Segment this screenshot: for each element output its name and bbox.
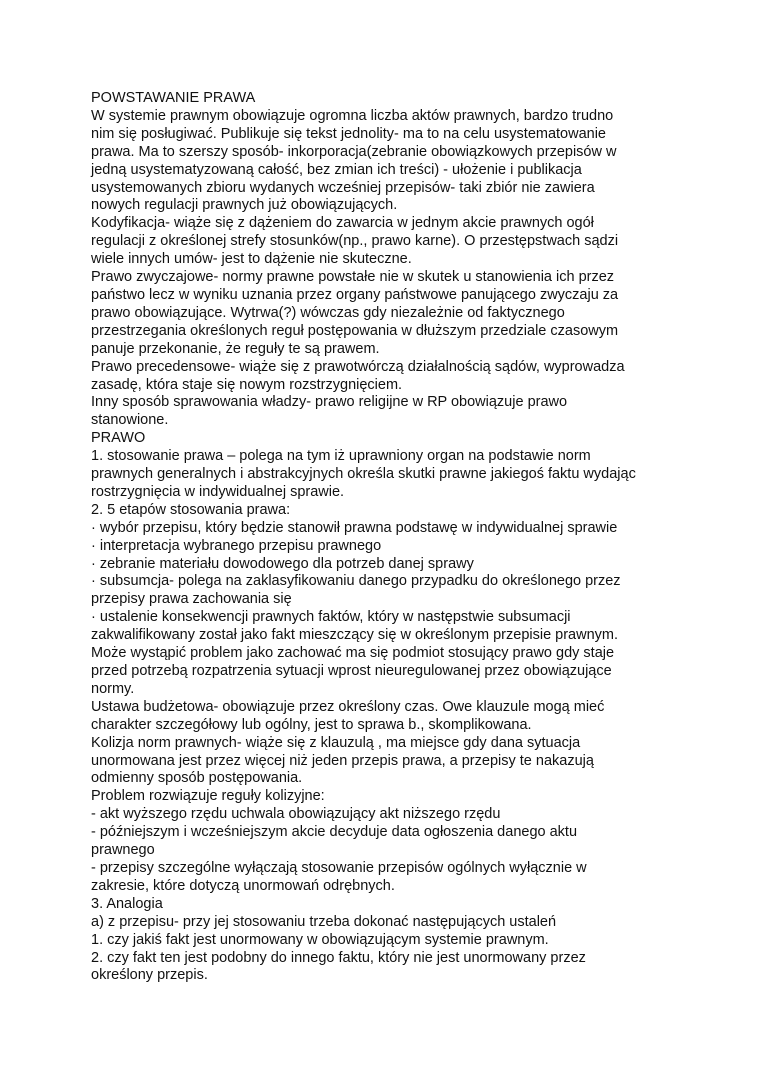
text-line: charakter szczegółowy lub ogólny, jest to sprawa b., skomplikowana.	[91, 716, 532, 733]
text-line: odmienny sposób postępowania.	[91, 770, 303, 787]
text-line: Ustawa budżetowa- obowiązuje przez określony czas. Owe klauzule mogą mieć	[91, 698, 605, 715]
text-line: Kolizja norm prawnych- wiąże się z klauzulą , ma miejsce gdy dana sytuacja	[91, 734, 581, 751]
text-line: 1. czy jakiś fakt jest unormowany w obowiązującym systemie prawnym.	[91, 931, 549, 948]
text-line: Kodyfikacja- wiąże się z dążeniem do zawarcia w jednym akcie prawnych ogół	[91, 215, 594, 232]
text-line: zasadę, która staje się nowym rozstrzygnięciem.	[91, 376, 403, 393]
text-line: 2. czy fakt ten jest podobny do innego faktu, który nie jest unormowany przez	[91, 949, 586, 966]
text-line: stanowione.	[91, 412, 169, 429]
text-line: Inny sposób sprawowania władzy- prawo religijne w RP obowiązuje prawo	[91, 394, 568, 411]
text-line: - późniejszym i wcześniejszym akcie decyduje data ogłoszenia danego aktu	[91, 824, 578, 841]
text-line: normy.	[91, 680, 135, 697]
text-line: 2. 5 etapów stosowania prawa:	[91, 501, 291, 518]
text-line: nowych regulacji prawnych już obowiązujących.	[91, 197, 398, 214]
text-line: przed potrzebą rozpatrzenia sytuacji wprost nieuregulowanej przez obowiązujące	[91, 663, 612, 679]
text-line: Może wystąpić problem jako zachować ma się podmiot stosujący prawo gdy staje	[91, 645, 615, 662]
text-line: jedną usystematyzowaną całość, bez zmian ich treści) - ułożenie i publikacja	[91, 161, 582, 178]
text-line: przestrzegania określonych reguł postępowania w dłuższym przedziale czasowym	[91, 322, 619, 339]
text-line: panuje przekonanie, że reguły te są prawem.	[91, 340, 380, 357]
text-line: · ustalenie konsekwencji prawnych faktów, który w następstwie subsumacji	[91, 609, 571, 626]
text-line: wiele innych umów- jest to dążenie nie skuteczne.	[91, 251, 412, 268]
text-line: określony przepis.	[91, 967, 208, 984]
text-line: prawnych generalnych i abstrakcyjnych określa skutki prawne jakiegoś faktu wydając	[91, 466, 636, 483]
text-line: państwo lecz w wyniku uznania przez organy państwowe panującego zwyczaju za	[91, 286, 619, 303]
document-body	[91, 90, 691, 985]
text-line: nim się posługiwać. Publikuje się tekst jednolity- ma to na celu usystematowanie	[91, 125, 606, 142]
text-line: - przepisy szczególne wyłączają stosowanie przepisów ogólnych wyłącznie w	[91, 859, 587, 876]
text-line: prawnego	[91, 842, 155, 859]
text-line: zakresie, które dotyczą unormowań odrębnych.	[91, 877, 395, 894]
text-line: · wybór przepisu, który będzie stanowił prawna podstawę w indywidualnej sprawie	[91, 519, 618, 536]
text-line: prawo obowiązujące. Wytrwa(?) wówczas gdy niezależnie od faktycznego	[91, 304, 565, 321]
text-line: · zebranie materiału dowodowego dla potrzeb danej sprawy	[91, 555, 474, 572]
text-line: usystemowanych zbioru wydanych wcześniej przepisów- taki zbiór nie zawiera	[91, 179, 595, 196]
text-line: W systemie prawnym obowiązuje ogromna liczba aktów prawnych, bardzo trudno	[91, 107, 614, 124]
text-line: Prawo zwyczajowe- normy prawne powstałe nie w skutek u stanowienia ich przez	[91, 269, 615, 286]
text-line: · interpretacja wybranego przepisu prawnego	[91, 537, 382, 554]
text-line: unormowana jest przez więcej niż jeden przepis prawa, a przepisy te nakazują	[91, 752, 594, 769]
text-line: Prawo precedensowe- wiąże się z prawotwórczą działalnością sądów, wyprowadza	[91, 358, 625, 375]
text-line: przepisy prawa zachowania się	[91, 591, 292, 608]
text-line: regulacji z określonej strefy stosunków(np., prawo karne). O przestępstwach sądzi	[91, 233, 619, 250]
text-line: prawa. Ma to szerszy sposób- inkorporacja(zebranie obowiązkowych przepisów w	[91, 143, 617, 160]
text-line: PRAWO	[91, 430, 146, 447]
text-line: zakwalifikowany został jako fakt mieszczący się w określonym przepisie prawnym.	[91, 627, 619, 644]
text-line: Problem rozwiązuje reguły kolizyjne:	[91, 788, 325, 805]
text-line: 3. Analogia	[91, 895, 163, 912]
text-line: 1. stosowanie prawa – polega na tym iż uprawniony organ na podstawie norm	[91, 448, 591, 465]
text-line: · subsumcja- polega na zaklasyfikowaniu danego przypadku do określonego przez	[91, 573, 621, 590]
text-line: a) z przepisu- przy jej stosowaniu trzeba dokonać następujących ustaleń	[91, 913, 557, 930]
text-line: - akt wyższego rzędu uchwala obowiązujący akt niższego rzędu	[91, 806, 501, 823]
document-title: POWSTAWANIE PRAWA	[91, 90, 256, 106]
text-line: rostrzygnięcia w indywidualnej sprawie.	[91, 483, 345, 500]
